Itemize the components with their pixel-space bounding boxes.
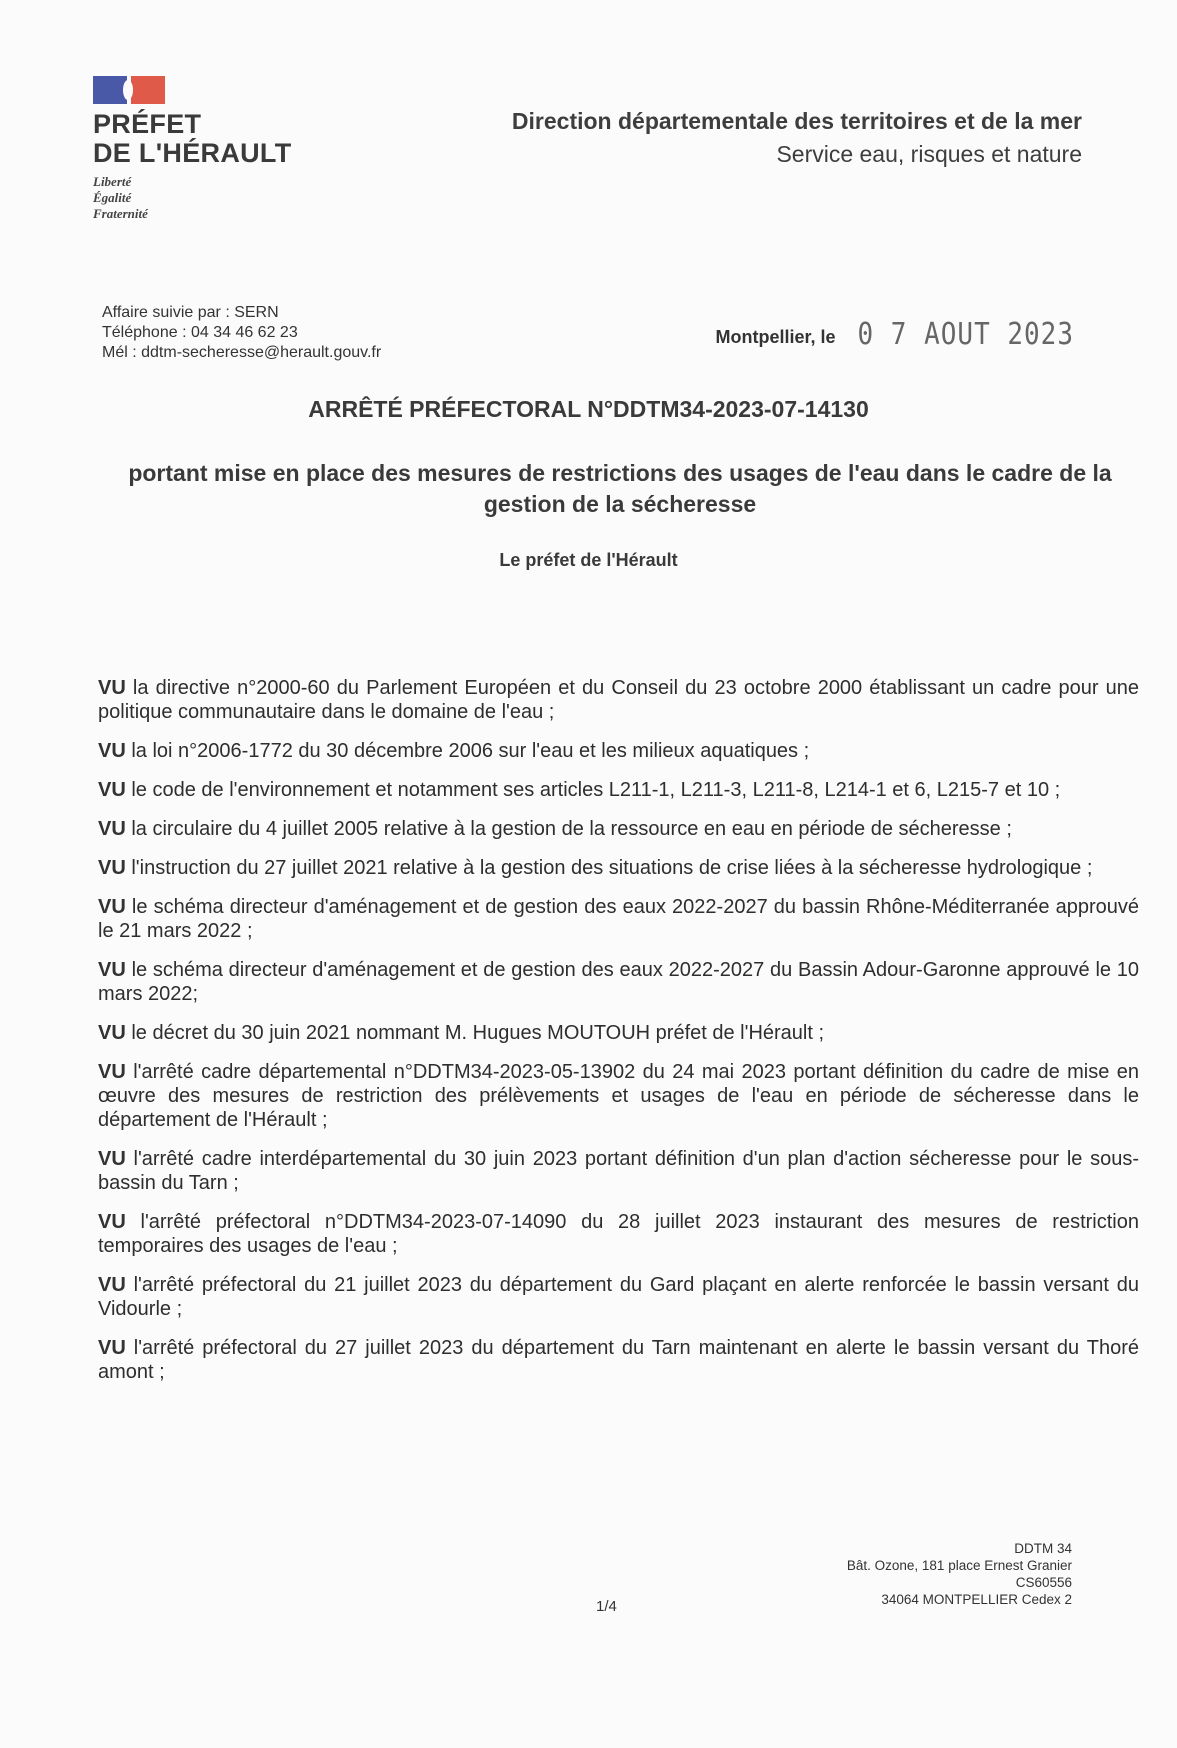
- vu-text: le décret du 30 juin 2021 nommant M. Hugues MOUTOUH préfet de l'Hérault ;: [131, 1022, 825, 1044]
- vu-label: VU: [98, 1022, 126, 1044]
- vu-label: VU: [98, 818, 126, 840]
- prefet-line-2: DE L'HÉRAULT: [93, 138, 292, 168]
- prefet-title: [93, 110, 292, 168]
- devise: [93, 174, 292, 222]
- vu-item: [98, 895, 1139, 943]
- vu-label: VU: [98, 1061, 126, 1083]
- contact-block: [102, 303, 381, 363]
- vu-text: l'arrêté cadre interdépartemental du 30 juin 2023 portant définition d'un plan d'action sécheresse pour le sous-bassin du Tarn ;: [98, 1148, 1139, 1194]
- vu-item: [98, 856, 1139, 880]
- footer-address: [847, 1540, 1072, 1608]
- contact-email: Mél : ddtm-secheresse@herault.gouv.fr: [102, 344, 382, 361]
- vu-label: VU: [98, 1148, 126, 1170]
- footer-address-line: DDTM 34: [1014, 1541, 1072, 1556]
- vu-text: le schéma directeur d'aménagement et de gestion des eaux 2022-2027 du bassin Rhône-Méditerranée approuvé le 21 mars 2022 ;: [98, 896, 1139, 942]
- vu-item: [98, 1021, 1139, 1045]
- vu-text: la directive n°2000-60 du Parlement Européen et du Conseil du 23 octobre 2000 établissant un cadre pour une politique communautaire dans le domaine de l'eau ;: [98, 677, 1139, 723]
- devise-liberte: Liberté: [93, 174, 132, 189]
- vu-label: VU: [98, 896, 126, 918]
- decree-title: ARRÊTÉ PRÉFECTORAL N°DDTM34-2023-07-14130: [308, 396, 869, 422]
- vu-item: [98, 676, 1139, 724]
- devise-fraternite: Fraternité: [93, 206, 148, 221]
- issuing-direction: [512, 108, 1082, 168]
- vu-item: [98, 1060, 1139, 1132]
- footer-address-line: 34064 MONTPELLIER Cedex 2: [881, 1592, 1072, 1607]
- vu-text: l'arrêté cadre départemental n°DDTM34-2023-05-13902 du 24 mai 2023 portant définition du cadre de mise en œuvre des mesures de restriction des prélèvements et usages de l'eau en période de sécheresse dans le département de l'Hérault ;: [98, 1061, 1139, 1131]
- marianne-flag-icon: [93, 76, 165, 104]
- vu-item: [98, 739, 1139, 763]
- vu-label: VU: [98, 857, 126, 879]
- vu-text: la loi n°2006-1772 du 30 décembre 2006 sur l'eau et les milieux aquatiques ;: [131, 740, 810, 762]
- date-place: Montpellier, le: [715, 327, 836, 347]
- devise-egalite: Égalité: [93, 190, 132, 205]
- vu-label: VU: [98, 740, 126, 762]
- vu-list: [98, 676, 1139, 1399]
- vu-label: VU: [98, 1211, 126, 1233]
- service-name: Service eau, risques et nature: [776, 141, 1082, 167]
- vu-item: [98, 1147, 1139, 1195]
- vu-label: VU: [98, 677, 126, 699]
- prefet-line-1: PRÉFET: [93, 109, 202, 139]
- decree-subtitle: portant mise en place des mesures de restrictions des usages de l'eau dans le cadre de la gestion de la sécheresse: [128, 460, 1112, 517]
- vu-text: l'arrêté préfectoral n°DDTM34-2023-07-14090 du 28 juillet 2023 instaurant des mesures de restriction temporaires des usages de l'eau ;: [98, 1211, 1139, 1257]
- date-stamp: 0 7 AOUT 2023: [857, 317, 1074, 353]
- contact-telephone: Téléphone : 04 34 46 62 23: [102, 324, 298, 341]
- vu-text: l'arrêté préfectoral du 27 juillet 2023 du département du Tarn maintenant en alerte le bassin versant du Thoré amont ;: [98, 1337, 1139, 1383]
- vu-text: le code de l'environnement et notamment ses articles L211-1, L211-3, L211-8, L214-1 et 6, L215-7 et 10 ;: [131, 779, 1061, 801]
- footer-address-line: Bât. Ozone, 181 place Ernest Granier: [846, 1558, 1072, 1573]
- vu-label: VU: [98, 959, 126, 981]
- vu-text: l'instruction du 27 juillet 2021 relative à la gestion des situations de crise liées à la sécheresse hydrologique ;: [131, 857, 1093, 879]
- footer-address-line: CS60556: [1015, 1575, 1072, 1590]
- vu-label: VU: [98, 779, 126, 801]
- vu-item: [98, 1336, 1139, 1384]
- republic-logo: [93, 76, 292, 222]
- vu-text: la circulaire du 4 juillet 2005 relative à la gestion de la ressource en eau en période de sécheresse ;: [131, 818, 1012, 840]
- vu-text: l'arrêté préfectoral du 21 juillet 2023 du département du Gard plaçant en alerte renforcée le bassin versant du Vidourle ;: [98, 1274, 1139, 1320]
- vu-item: [98, 1210, 1139, 1258]
- vu-label: VU: [98, 1337, 126, 1359]
- vu-item: [98, 817, 1139, 841]
- prefect-line: Le préfet de l'Hérault: [499, 550, 678, 570]
- vu-label: VU: [98, 1274, 126, 1296]
- direction-name: Direction départementale des territoires et de la mer: [511, 108, 1082, 134]
- contact-affaire: Affaire suivie par : SERN: [102, 304, 279, 321]
- vu-item: [98, 778, 1139, 802]
- date-block: [715, 317, 1074, 353]
- vu-text: le schéma directeur d'aménagement et de gestion des eaux 2022-2027 du Bassin Adour-Garonne approuvé le 10 mars 2022;: [98, 959, 1140, 1005]
- page-number: 1/4: [596, 1598, 617, 1615]
- vu-item: [98, 958, 1139, 1006]
- vu-item: [98, 1273, 1139, 1321]
